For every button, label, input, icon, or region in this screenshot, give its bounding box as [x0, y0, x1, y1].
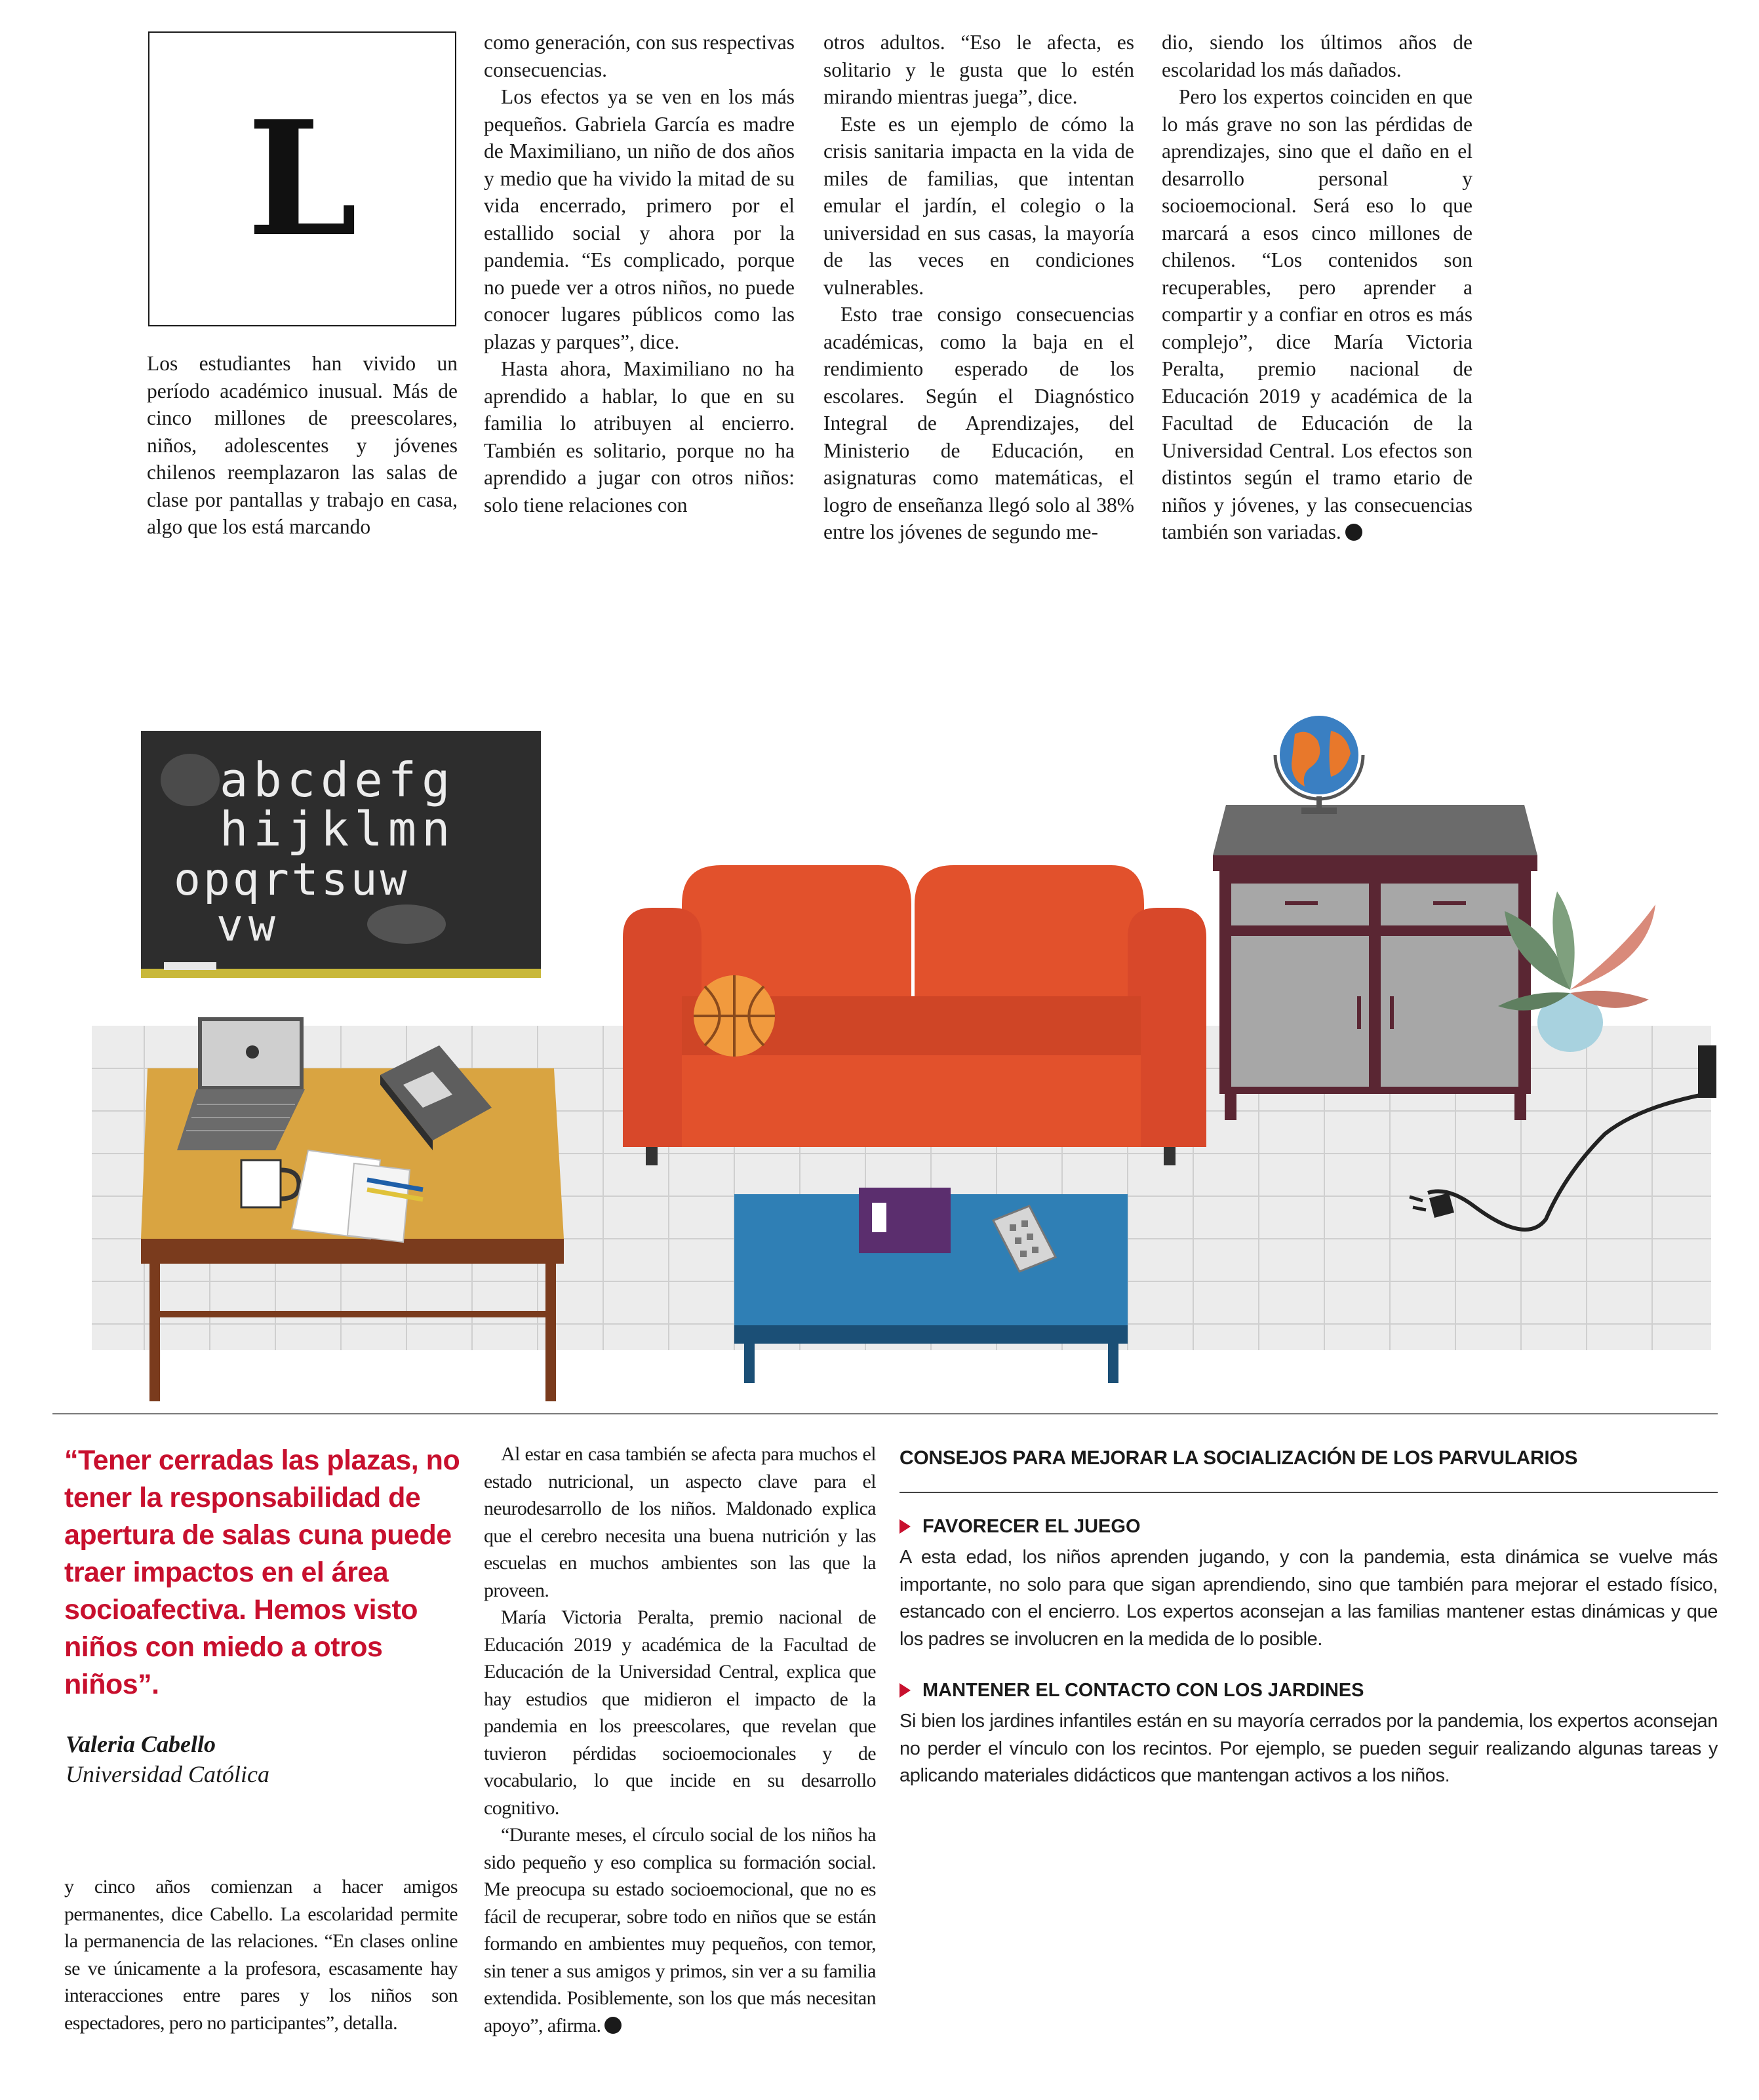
- globe-icon: [1275, 716, 1363, 814]
- paragraph: dio, siendo los últimos años de escolaridad los más dañados.: [1162, 31, 1472, 81]
- chalk-text-row: abcdefg: [220, 752, 456, 807]
- dropcap-letter: L: [247, 87, 358, 271]
- chalk-text-row: opqrtsuw: [174, 854, 410, 906]
- tip-body: A esta edad, los niños aprenden jugando, y con la pandemia, esta dinámica se vuelve más importante, no solo para que sigan aprendiendo, sino que también para mejorar el estado físico, estancado con el encierro. Los expertos aconsejan a las familias mantener estas dinámicas y que los padres se involucren en la medida de lo posible.: [899, 1547, 1718, 1650]
- tip-heading: [899, 1680, 1364, 1701]
- tips-title: CONSEJOS PARA MEJORAR LA SOCIALIZACIÓN DE LOS PARVULARIOS: [899, 1447, 1578, 1469]
- tips-rule: [899, 1492, 1718, 1493]
- paragraph: [484, 1821, 876, 2039]
- coffee-table: [734, 1188, 1128, 1383]
- article-column-6: [484, 1441, 876, 2039]
- chalk-text-row: vw: [216, 900, 281, 952]
- end-mark-icon: [1345, 524, 1362, 541]
- section-divider: [52, 1413, 1718, 1414]
- pull-quote: “Tener cerradas las plazas, no tener la responsabilidad de apertura de salas cuna puede traer impactos en el área socioafectiva. Hemos visto niños con miedo a otros niños”.: [64, 1445, 460, 1700]
- paragraph: Los estudiantes han vivido un período académico inusual. Más de cinco millones de preescolares, niños, adolescentes y jóvenes chilenos reemplazaron las salas de clase por pantallas y trabajo en casa, algo que los está marcando: [147, 352, 458, 538]
- tip-heading: [899, 1516, 1141, 1538]
- article-column-1: [147, 350, 458, 541]
- chalk-text-row: hijklmn: [220, 802, 456, 857]
- tip-heading-text: FAVORECER EL JUEGO: [922, 1516, 1141, 1537]
- paragraph: [1162, 83, 1472, 546]
- arrow-right-icon: [899, 1519, 911, 1534]
- living-room-illustration: [0, 688, 1759, 1409]
- paragraph: Este es un ejemplo de cómo la crisis sanitaria impacta en la vida de miles de familias, que intentan emular el jardín, el colegio o la universidad en sus casas, la mayoría de las veces en condiciones vulnerables.: [823, 112, 1134, 299]
- tip-heading-text: MANTENER EL CONTACTO CON LOS JARDINES: [922, 1680, 1364, 1701]
- arrow-right-icon: [899, 1683, 911, 1698]
- paragraph-text: “Durante meses, el círculo social de los niños ha sido pequeño y eso complica su formación social. Me preocupa su estado socioemocional, que no es fácil de recuperar, sobre todo en niños que se están formando en ambientes muy pequeños, con temor, sin tener a sus amigos y primos, sin ver a su familia extendida. Posiblemente, son los que más necesitan apoyo”, afirma.: [484, 1824, 876, 2036]
- paragraph: Al estar en casa también se afecta para muchos el estado nutricional, un aspecto clave para el neurodesarrollo de los niños. Maldonado explica que el cerebro necesita una buena nutrición y las escuelas en muchos ambientes son las que la proveen.: [484, 1443, 876, 1601]
- cabinet: [1213, 805, 1537, 1120]
- paragraph: Los efectos ya se ven en los más pequeños. Gabriela García es madre de Maximiliano, un niño de dos años y medio que ha vivido la mitad de su vida encerrado, primero por el estallido social y ahora por la pandemia. “Es complicado, porque no puede ver a otros niños, no puede conocer lugares públicos como las plazas y parques”, dice.: [484, 85, 795, 353]
- article-column-4: [1162, 29, 1472, 546]
- quote-author: Valeria Cabello: [66, 1731, 216, 1757]
- chalkboard: [141, 731, 541, 978]
- tip-body: Si bien los jardines infantiles están en su mayoría cerrados por la pandemia, los expertos aconsejan no perder el vínculo con los recintos. Por ejemplo, se pueden seguir realizando algunas tareas y aplicando materiales didácticos que mantengan activos a los niños.: [899, 1711, 1718, 1786]
- basketball-icon: [694, 975, 775, 1057]
- dropcap-box: [148, 31, 456, 326]
- article-column-3: [823, 29, 1134, 546]
- article-column-2: [484, 29, 795, 518]
- end-mark-icon: [604, 2017, 622, 2034]
- paragraph: como generación, con sus respectivas consecuencias.: [484, 31, 795, 81]
- paragraph: Hasta ahora, Maximiliano no ha aprendido a hablar, lo que en su familia lo atribuyen al encierro. También es solitario, porque no ha aprendido a jugar con otros niños: solo tiene relaciones con: [484, 357, 795, 516]
- paragraph: otros adultos. “Eso le afecta, es solitario y le gusta que lo estén mirando mientras juega”, dice.: [823, 31, 1134, 108]
- paragraph: Esto trae consigo consecuencias académicas, como la baja en el rendimiento esperado de los escolares. Según el Diagnóstico Integral de Aprendizajes, del Ministerio de Educación, en asignaturas como matemáticas, el logro de enseñanza llegó solo al 38% entre los jóvenes de segundo me-: [823, 303, 1134, 543]
- paragraph: y cinco años comienzan a hacer amigos permanentes, dice Cabello. La escolaridad permite la permanencia de las relaciones. “En clases online se ve únicamente a la profesora, escasamente hay interacciones entre pares y los niños son espectadores, pero no participantes”, detalla.: [64, 1876, 458, 2034]
- quote-affiliation: Universidad Católica: [66, 1761, 269, 1787]
- paragraph: María Victoria Peralta, premio nacional de Educación 2019 y académica de la Facultad de Educación de la Universidad Central, explica que hay estudios que midieron el impacto de la pandemia en los preescolares, que revelan que tuvieron pérdidas socioemocionales y de vocabulario, lo que incide en su desarrollo cognitivo.: [484, 1606, 876, 1819]
- article-column-5: [64, 1873, 458, 2036]
- paragraph-text: Pero los expertos coinciden en que lo más grave no son las pérdidas de aprendizajes, sino que el daño en el desarrollo personal y socioemocional. Será eso lo que marcará a esos cinco millones de chilenos. “Los contenidos son recuperables, pero aprender a compartir y a confiar en otros es más complejo”, dice María Victoria Peralta, premio nacional de Educación 2019 y académica de la Facultad de Educación de la Universidad Central. Los efectos son distintos según el tramo etario de niños y jóvenes, y las consecuencias también son variadas.: [1162, 85, 1472, 543]
